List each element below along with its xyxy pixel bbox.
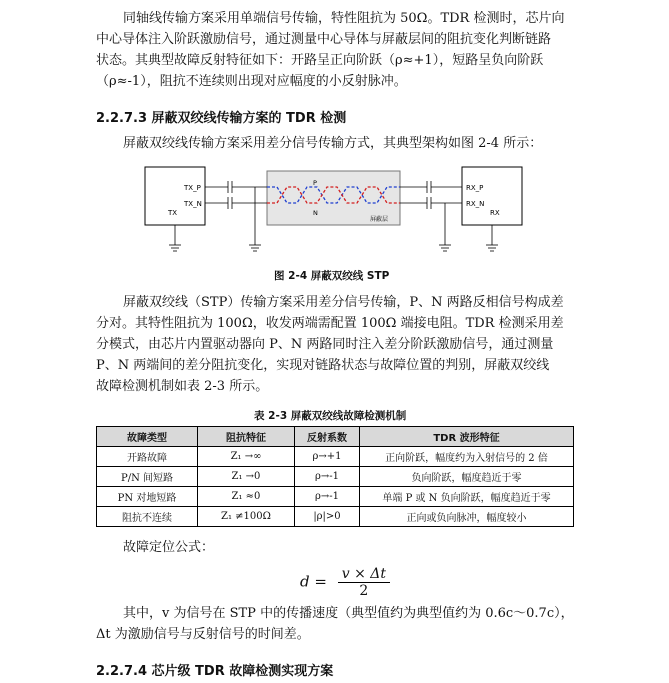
table-cell: 开路故障 xyxy=(97,447,198,467)
stp-line: 故障检测机制如表 2-3 所示。 xyxy=(96,379,269,394)
intro-paragraph xyxy=(96,8,576,92)
column-header: 阻抗特征 xyxy=(198,427,295,447)
intro-line: 中心导体注入阶跃激励信号，通过测量中心导体与屏蔽层间的阻抗变化判断链路 xyxy=(96,32,552,47)
formula-denominator: 2 xyxy=(359,583,369,599)
intro-line: （ρ≈-1），阻抗不连续则出现对应幅度的小反射脉冲。 xyxy=(96,74,407,89)
stp-line: P、N 两端间的差分阻抗变化，实现对链路状态与故障位置的判别，屏蔽双绞线 xyxy=(96,358,550,373)
table-row xyxy=(97,487,574,507)
table-cell: P/N 间短路 xyxy=(97,467,198,487)
table-cell: Z₁ →0 xyxy=(198,467,295,487)
table-cell: 正向或负向脉冲，幅度较小 xyxy=(360,507,574,527)
formula-numerator: v × Δt xyxy=(338,566,390,583)
stp-line: 分对。其特性阻抗为 100Ω，收发两端需配置 100Ω 端接电阻。TDR 检测采用差 xyxy=(96,316,564,331)
column-header: 反射系数 xyxy=(295,427,360,447)
table-header-row xyxy=(97,427,574,447)
stp-architecture-figure xyxy=(140,165,540,265)
rx-label: RX xyxy=(490,209,500,217)
table-cell: 阻抗不连续 xyxy=(97,507,198,527)
explanation-paragraph xyxy=(96,603,576,645)
fault-detection-table xyxy=(96,426,574,527)
stp-line: 屏蔽双绞线（STP）传输方案采用差分信号传输，P、N 两路反相信号构成差 xyxy=(123,295,564,310)
fault-location-formula xyxy=(300,566,390,599)
table-cell: Z₁ →∞ xyxy=(198,447,295,467)
table-cell: Z₁ ≈0 xyxy=(198,487,295,507)
table-cell: |ρ|>0 xyxy=(295,507,360,527)
figure-caption: 图 2-4 屏蔽双绞线 STP xyxy=(274,270,390,282)
shield-label: 屏蔽层 xyxy=(370,216,389,223)
intro-line: 状态。其典型故障反射特征如下：开路呈正向阶跃（ρ≈+1），短路呈负向阶跃 xyxy=(96,53,544,68)
tx-label: TX xyxy=(168,209,178,217)
section-heading-2-2-7-3: 2.2.7.3 屏蔽双绞线传输方案的 TDR 检测 xyxy=(96,111,347,126)
n-label: N xyxy=(313,209,318,217)
p-label: P xyxy=(313,179,317,187)
stp-paragraph xyxy=(96,292,576,397)
table-cell: ρ→+1 xyxy=(295,447,360,467)
table-cell: PN 对地短路 xyxy=(97,487,198,507)
column-header: TDR 波形特征 xyxy=(360,427,574,447)
intro-line: 同轴线传输方案采用单端信号传输，特性阻抗为 50Ω。TDR 检测时，芯片向 xyxy=(123,11,565,26)
rx-p-label: RX_P xyxy=(466,184,484,192)
formula-lhs: d = xyxy=(300,572,327,591)
table-row xyxy=(97,447,574,467)
table-cell: ρ→-1 xyxy=(295,487,360,507)
tx-p-label: TX_P xyxy=(184,184,201,192)
table-cell: 负向阶跃，幅度趋近于零 xyxy=(360,467,574,487)
table-row xyxy=(97,507,574,527)
rx-n-label: RX_N xyxy=(466,200,485,208)
explanation-line: Δt 为激励信号与反射信号的时间差。 xyxy=(96,627,310,642)
table-cell: ρ→-1 xyxy=(295,467,360,487)
tx-n-label: TX_N xyxy=(184,200,202,208)
formula-intro xyxy=(96,537,576,558)
stp-intro-line: 屏蔽双绞线传输方案采用差分信号传输方式，其典型架构如图 2-4 所示： xyxy=(123,136,543,151)
column-header: 故障类型 xyxy=(97,427,198,447)
explanation-line: 其中，v 为信号在 STP 中的传播速度（典型值约为典型值约为 0.6c～0.7c）， xyxy=(123,606,574,621)
stp-line: 分模式，由芯片内置驱动器向 P、N 两路同时注入差分阶跃激励信号，通过测量 xyxy=(96,337,554,352)
formula-fraction xyxy=(338,566,390,599)
table-cell: Z₁ ≠100Ω xyxy=(198,507,295,527)
formula-intro-line: 故障定位公式： xyxy=(123,540,215,555)
table-caption: 表 2-3 屏蔽双绞线故障检测机制 xyxy=(254,410,407,422)
stp-intro xyxy=(96,133,576,154)
table-row xyxy=(97,467,574,487)
table-cell: 正向阶跃，幅度约为入射信号的 2 倍 xyxy=(360,447,574,467)
table-cell: 单端 P 或 N 负向阶跃，幅度趋近于零 xyxy=(360,487,574,507)
section-heading-2-2-7-4: 2.2.7.4 芯片级 TDR 故障检测实现方案 xyxy=(96,664,334,679)
